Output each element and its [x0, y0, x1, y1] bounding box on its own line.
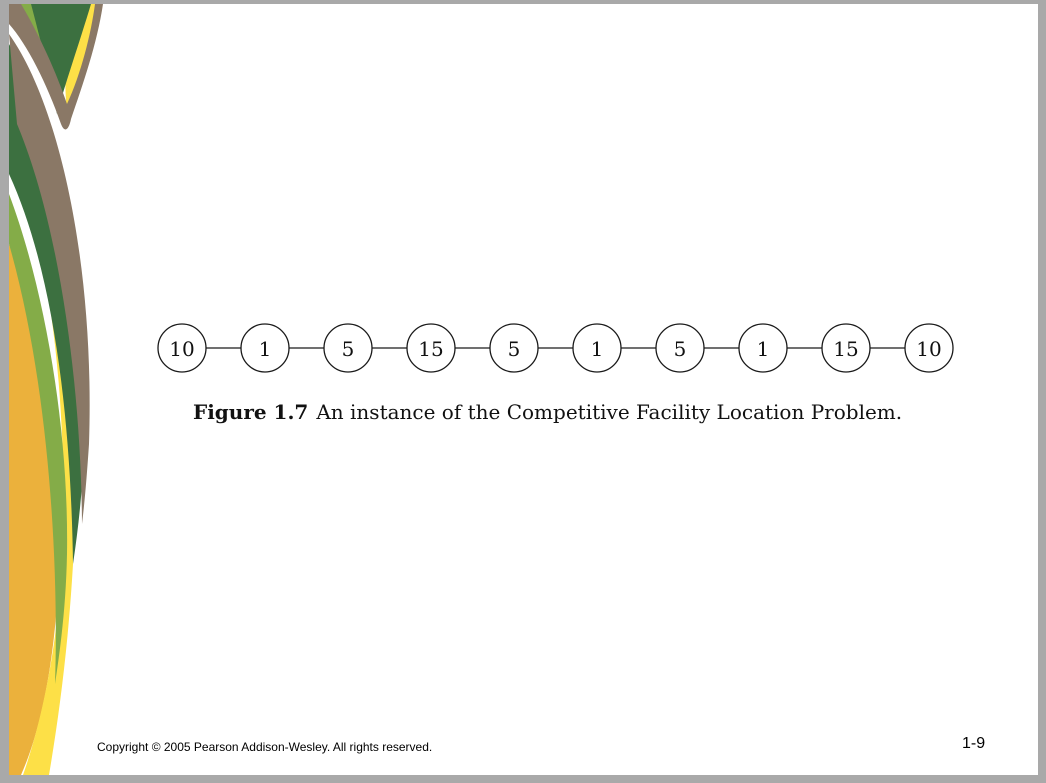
node-value-label: 5: [507, 337, 521, 361]
node: [656, 324, 704, 372]
figure-caption: [193, 400, 902, 424]
node-value-label: 5: [673, 337, 687, 361]
node-value-label: 15: [833, 337, 859, 361]
node: [241, 324, 289, 372]
slide: [9, 4, 1038, 775]
caption-label: Figure 1.7: [193, 400, 309, 424]
node: [158, 324, 206, 372]
node-value-label: 15: [418, 337, 444, 361]
node: [407, 324, 455, 372]
node: [822, 324, 870, 372]
node: [739, 324, 787, 372]
node: [324, 324, 372, 372]
node: [573, 324, 621, 372]
slide-number: 1-9: [962, 735, 986, 752]
node-value-label: 10: [916, 337, 942, 361]
node-value-label: 5: [341, 337, 355, 361]
node-value-label: 10: [169, 337, 195, 361]
node-value-label: 1: [756, 337, 770, 361]
copyright-notice: Copyright © 2005 Pearson Addison-Wesley. All rights reserved.: [97, 740, 433, 754]
node: [905, 324, 953, 372]
node-value-label: 1: [590, 337, 604, 361]
node-value-label: 1: [258, 337, 272, 361]
node: [490, 324, 538, 372]
caption-text: An instance of the Competitive Facility Location Problem.: [316, 400, 903, 424]
facility-location-diagram: [9, 4, 1038, 775]
